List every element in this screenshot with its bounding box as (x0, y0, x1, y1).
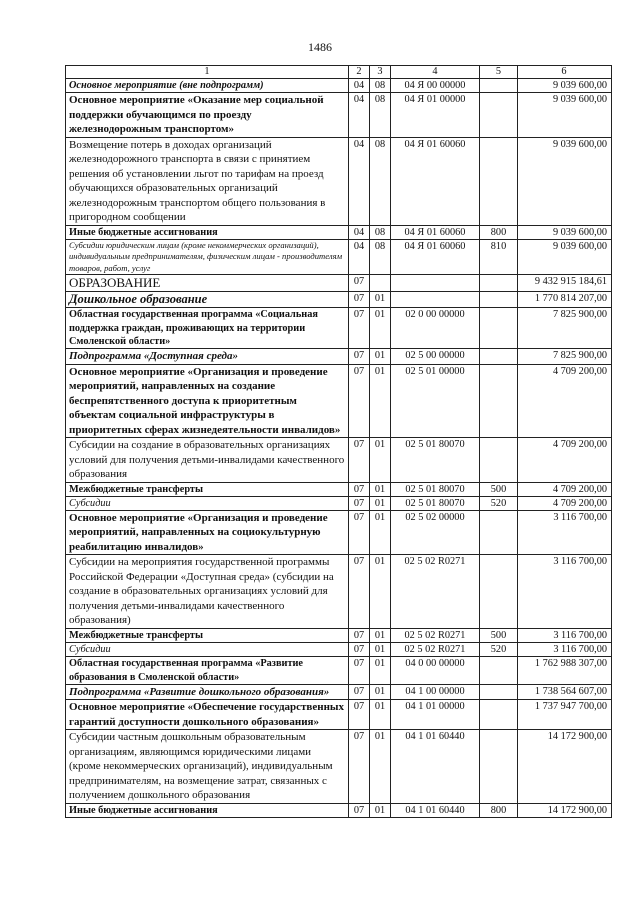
row-amount-cell: 1 762 988 307,00 (518, 657, 612, 684)
header-col-3: 3 (370, 66, 391, 79)
row-subsection-cell: 08 (370, 225, 391, 239)
row-amount-cell: 14 172 900,00 (518, 803, 612, 817)
row-target-code-cell: 04 1 01 60440 (391, 730, 480, 804)
row-target-code-cell: 02 5 01 80070 (391, 438, 480, 483)
row-expense-type-cell: 520 (480, 496, 518, 510)
row-subsection-cell: 01 (370, 628, 391, 642)
row-expense-type-cell: 800 (480, 225, 518, 239)
row-amount-cell: 4 709 200,00 (518, 496, 612, 510)
table-row (66, 137, 612, 225)
row-subsection-cell: 01 (370, 700, 391, 730)
row-section-cell: 07 (349, 438, 370, 483)
row-name-cell: Областная государственная программа «Социальная поддержка граждан, проживающих на территории Смоленской области» (66, 308, 349, 349)
row-target-code-cell (391, 292, 480, 308)
row-name-cell: Иные бюджетные ассигнования (66, 225, 349, 239)
row-name-cell: ОБРАЗОВАНИЕ (66, 275, 349, 292)
row-subsection-cell: 08 (370, 239, 391, 275)
table-row (66, 364, 612, 438)
row-section-cell: 07 (349, 700, 370, 730)
table-row (66, 643, 612, 657)
table-row (66, 349, 612, 365)
page-number: 1486 (308, 40, 332, 54)
budget-table (65, 65, 612, 818)
row-expense-type-cell (480, 308, 518, 349)
row-expense-type-cell (480, 438, 518, 483)
row-target-code-cell: 02 5 01 00000 (391, 364, 480, 438)
row-expense-type-cell (480, 364, 518, 438)
row-amount-cell: 4 709 200,00 (518, 482, 612, 496)
row-name-cell: Основное мероприятие «Обеспечение государственных гарантий доступности дошкольного образования» (66, 700, 349, 730)
row-target-code-cell: 02 5 02 R0271 (391, 628, 480, 642)
table-row (66, 684, 612, 700)
table-row (66, 730, 612, 804)
row-name-cell: Межбюджетные трансферты (66, 628, 349, 642)
row-expense-type-cell: 800 (480, 803, 518, 817)
row-name-cell: Основное мероприятие (вне подпрограмм) (66, 79, 349, 93)
row-amount-cell: 4 709 200,00 (518, 364, 612, 438)
row-name-cell: Межбюджетные трансферты (66, 482, 349, 496)
row-subsection-cell (370, 275, 391, 292)
row-subsection-cell: 01 (370, 555, 391, 629)
row-subsection-cell: 01 (370, 803, 391, 817)
row-section-cell: 04 (349, 79, 370, 93)
row-subsection-cell: 01 (370, 510, 391, 555)
row-subsection-cell: 08 (370, 79, 391, 93)
row-amount-cell: 9 039 600,00 (518, 137, 612, 225)
row-expense-type-cell (480, 684, 518, 700)
row-expense-type-cell (480, 730, 518, 804)
row-name-cell: Основное мероприятие «Организация и проведение мероприятий, направленных на создание беспрепятственного доступа к приоритетным объектам социальной инфраструктуры в приоритетных сферах жизнедеятельности инвалидов» (66, 364, 349, 438)
row-subsection-cell: 01 (370, 292, 391, 308)
row-amount-cell: 3 116 700,00 (518, 555, 612, 629)
table-row (66, 657, 612, 684)
row-section-cell: 04 (349, 93, 370, 138)
row-name-cell: Дошкольное образование (66, 292, 349, 308)
row-subsection-cell: 01 (370, 643, 391, 657)
row-amount-cell: 9 039 600,00 (518, 239, 612, 275)
row-expense-type-cell (480, 137, 518, 225)
row-subsection-cell: 01 (370, 349, 391, 365)
row-expense-type-cell (480, 349, 518, 365)
row-target-code-cell: 02 5 02 R0271 (391, 643, 480, 657)
row-name-cell: Иные бюджетные ассигнования (66, 803, 349, 817)
row-amount-cell: 9 432 915 184,61 (518, 275, 612, 292)
row-expense-type-cell (480, 700, 518, 730)
row-expense-type-cell (480, 292, 518, 308)
row-subsection-cell: 01 (370, 482, 391, 496)
row-section-cell: 07 (349, 482, 370, 496)
row-target-code-cell: 04 1 01 60440 (391, 803, 480, 817)
row-amount-cell: 4 709 200,00 (518, 438, 612, 483)
row-subsection-cell: 01 (370, 308, 391, 349)
table-row (66, 225, 612, 239)
table-row (66, 292, 612, 308)
row-section-cell: 07 (349, 292, 370, 308)
row-amount-cell: 3 116 700,00 (518, 628, 612, 642)
table-row (66, 93, 612, 138)
row-subsection-cell: 01 (370, 364, 391, 438)
table-header-row (66, 66, 612, 79)
row-amount-cell: 14 172 900,00 (518, 730, 612, 804)
row-amount-cell: 1 738 564 607,00 (518, 684, 612, 700)
row-expense-type-cell: 520 (480, 643, 518, 657)
row-target-code-cell: 04 1 00 00000 (391, 684, 480, 700)
row-section-cell: 04 (349, 225, 370, 239)
row-target-code-cell: 02 5 02 R0271 (391, 555, 480, 629)
row-target-code-cell: 02 0 00 00000 (391, 308, 480, 349)
row-amount-cell: 1 770 814 207,00 (518, 292, 612, 308)
row-section-cell: 07 (349, 555, 370, 629)
table-row (66, 275, 612, 292)
row-section-cell: 07 (349, 364, 370, 438)
row-amount-cell: 7 825 900,00 (518, 349, 612, 365)
row-section-cell: 04 (349, 137, 370, 225)
row-section-cell: 07 (349, 657, 370, 684)
header-col-2: 2 (349, 66, 370, 79)
row-amount-cell: 3 116 700,00 (518, 643, 612, 657)
row-expense-type-cell (480, 510, 518, 555)
row-amount-cell: 9 039 600,00 (518, 225, 612, 239)
row-expense-type-cell: 500 (480, 482, 518, 496)
row-subsection-cell: 01 (370, 730, 391, 804)
table-row (66, 628, 612, 642)
row-expense-type-cell (480, 79, 518, 93)
row-section-cell: 07 (349, 308, 370, 349)
row-target-code-cell: 04 Я 01 00000 (391, 93, 480, 138)
table-row (66, 239, 612, 275)
table-row (66, 700, 612, 730)
row-subsection-cell: 01 (370, 496, 391, 510)
table-row (66, 496, 612, 510)
header-col-1: 1 (66, 66, 349, 79)
table-row (66, 79, 612, 93)
row-target-code-cell: 04 Я 01 60060 (391, 225, 480, 239)
row-target-code-cell: 04 0 00 00000 (391, 657, 480, 684)
row-section-cell: 07 (349, 510, 370, 555)
row-section-cell: 07 (349, 349, 370, 365)
row-target-code-cell (391, 275, 480, 292)
row-section-cell: 07 (349, 628, 370, 642)
row-name-cell: Областная государственная программа «Развитие образования в Смоленской области» (66, 657, 349, 684)
row-section-cell: 07 (349, 684, 370, 700)
row-expense-type-cell (480, 275, 518, 292)
row-expense-type-cell (480, 93, 518, 138)
row-name-cell: Основное мероприятие «Организация и проведение мероприятий, направленных на социокультурную реабилитацию инвалидов» (66, 510, 349, 555)
row-target-code-cell: 04 Я 00 00000 (391, 79, 480, 93)
row-subsection-cell: 01 (370, 438, 391, 483)
row-target-code-cell: 02 5 00 00000 (391, 349, 480, 365)
row-name-cell: Субсидии (66, 496, 349, 510)
row-name-cell: Субсидии на мероприятия государственной программы Российской Федерации «Доступная среда» (субсидии на создание в образовательных организациях условий для получения детьми-инвалидами качественного образования) (66, 555, 349, 629)
row-section-cell: 07 (349, 730, 370, 804)
row-amount-cell: 9 039 600,00 (518, 93, 612, 138)
row-target-code-cell: 04 Я 01 60060 (391, 137, 480, 225)
row-expense-type-cell (480, 657, 518, 684)
row-amount-cell: 3 116 700,00 (518, 510, 612, 555)
row-name-cell: Субсидии на создание в образовательных организациях условий для получения детьми-инвалидами качественного образования (66, 438, 349, 483)
row-subsection-cell: 01 (370, 657, 391, 684)
budget-table-body (66, 66, 612, 818)
row-name-cell: Подпрограмма «Доступная среда» (66, 349, 349, 365)
row-target-code-cell: 02 5 01 80070 (391, 482, 480, 496)
row-name-cell: Возмещение потерь в доходах организаций железнодорожного транспорта в связи с принятием решения об установлении льгот по тарифам на проезд обучающихся образовательных организаций железнодорожным транспортом общего пользования в пригородном сообщении (66, 137, 349, 225)
row-section-cell: 07 (349, 496, 370, 510)
row-name-cell: Субсидии юридическим лицам (кроме некоммерческих организаций), индивидуальным предпринимателям, физическим лицам - производителям товаров, работ, услуг (66, 239, 349, 275)
table-row (66, 308, 612, 349)
row-section-cell: 07 (349, 643, 370, 657)
row-amount-cell: 1 737 947 700,00 (518, 700, 612, 730)
row-name-cell: Основное мероприятие «Оказание мер социальной поддержки обучающимся по проезду железнодорожным транспортом» (66, 93, 349, 138)
row-section-cell: 04 (349, 239, 370, 275)
row-section-cell: 07 (349, 275, 370, 292)
row-subsection-cell: 01 (370, 684, 391, 700)
row-target-code-cell: 04 Я 01 60060 (391, 239, 480, 275)
header-col-6: 6 (518, 66, 612, 79)
row-expense-type-cell: 810 (480, 239, 518, 275)
table-row (66, 803, 612, 817)
row-section-cell: 07 (349, 803, 370, 817)
row-subsection-cell: 08 (370, 137, 391, 225)
row-amount-cell: 7 825 900,00 (518, 308, 612, 349)
table-row (66, 510, 612, 555)
table-row (66, 555, 612, 629)
header-col-5: 5 (480, 66, 518, 79)
row-amount-cell: 9 039 600,00 (518, 79, 612, 93)
row-name-cell: Субсидии частным дошкольным образовательным организациям, являющимся юридическими лицами (кроме некоммерческих организаций), индивидуальным предпринимателям, на возмещение затрат, связанных с получением дошкольного образования (66, 730, 349, 804)
header-col-4: 4 (391, 66, 480, 79)
row-expense-type-cell (480, 555, 518, 629)
table-row (66, 482, 612, 496)
row-target-code-cell: 04 1 01 00000 (391, 700, 480, 730)
row-target-code-cell: 02 5 01 80070 (391, 496, 480, 510)
row-subsection-cell: 08 (370, 93, 391, 138)
row-name-cell: Субсидии (66, 643, 349, 657)
row-target-code-cell: 02 5 02 00000 (391, 510, 480, 555)
table-row (66, 438, 612, 483)
row-name-cell: Подпрограмма «Развитие дошкольного образования» (66, 684, 349, 700)
row-expense-type-cell: 500 (480, 628, 518, 642)
